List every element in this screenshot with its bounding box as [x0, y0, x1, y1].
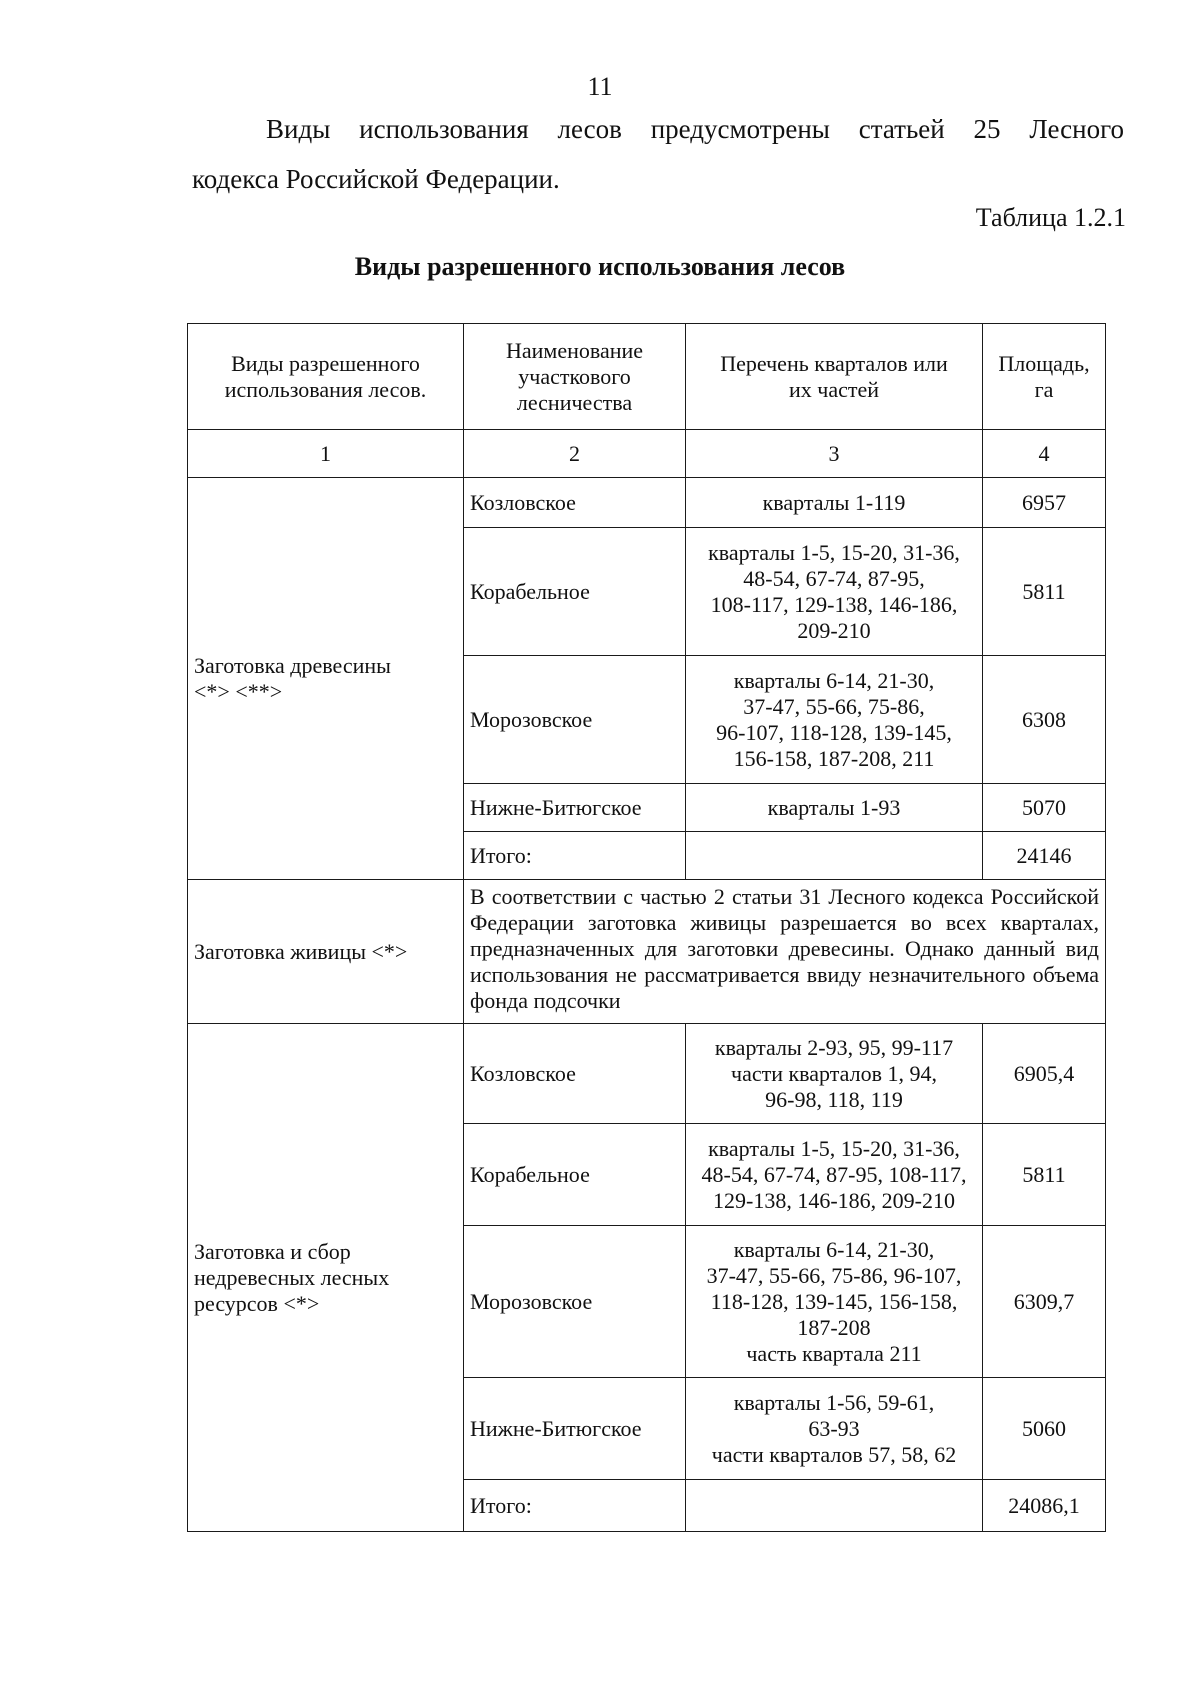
resin-note: В соответствии с частью 2 статьи 31 Лесного кодекса Российской Федерации заготовка живицы разрешается во всех кварталах, предназначенных для заготовки древесины. Однако данный вид использования не рассматривается ввиду незначительного объема фонда подсочки	[464, 880, 1106, 1024]
area-value: 5070	[983, 784, 1106, 832]
forestry-name: Нижне-Битюгское	[464, 784, 686, 832]
intro-paragraph	[192, 104, 1124, 204]
quarters-list: кварталы 1-56, 59-61, 63-93 части кварталов 57, 58, 62	[686, 1378, 983, 1480]
header-area: Площадь, га	[983, 324, 1106, 430]
use-type-resin: Заготовка живицы <*>	[188, 880, 464, 1024]
column-number: 4	[983, 430, 1106, 478]
quarters-list: кварталы 2-93, 95, 99-117 части кварталов 1, 94, 96-98, 118, 119	[686, 1024, 983, 1124]
column-number: 1	[188, 430, 464, 478]
forestry-name: Корабельное	[464, 1124, 686, 1226]
area-value: 6309,7	[983, 1226, 1106, 1378]
table-caption: Таблица 1.2.1	[975, 203, 1126, 232]
quarters-list: кварталы 6-14, 21-30, 37-47, 55-66, 75-86, 96-107, 118-128, 139-145, 156-158, 187-208 часть квартала 211	[686, 1226, 983, 1378]
quarters-list: кварталы 6-14, 21-30, 37-47, 55-66, 75-86, 96-107, 118-128, 139-145, 156-158, 187-208, 211	[686, 656, 983, 784]
header-forestry-name: Наименование участкового лесничества	[464, 324, 686, 430]
quarters-list: кварталы 1-5, 15-20, 31-36, 48-54, 67-74, 87-95, 108-117, 129-138, 146-186, 209-210	[686, 1124, 983, 1226]
header-use-type: Виды разрешенного использования лесов.	[188, 324, 464, 430]
table-row	[188, 1024, 1106, 1124]
area-value: 5811	[983, 528, 1106, 656]
header-quarters-list: Перечень кварталов или их частей	[686, 324, 983, 430]
forestry-name: Нижне-Битюгское	[464, 1378, 686, 1480]
forestry-name: Козловское	[464, 478, 686, 528]
forestry-name: Козловское	[464, 1024, 686, 1124]
forestry-name: Морозовское	[464, 1226, 686, 1378]
area-value: 6957	[983, 478, 1106, 528]
forestry-name: Корабельное	[464, 528, 686, 656]
use-type-non-timber: Заготовка и сбор недревесных лесных ресурсов <*>	[188, 1024, 464, 1532]
quarters-list: кварталы 1-5, 15-20, 31-36, 48-54, 67-74, 87-95, 108-117, 129-138, 146-186, 209-210	[686, 528, 983, 656]
forestry-name: Морозовское	[464, 656, 686, 784]
column-number: 3	[686, 430, 983, 478]
total-label: Итого:	[464, 832, 686, 880]
quarters-list: кварталы 1-93	[686, 784, 983, 832]
total-area: 24146	[983, 832, 1106, 880]
area-value: 5060	[983, 1378, 1106, 1480]
intro-line-1: Виды использования лесов предусмотрены статьей 25 Лесного	[266, 114, 1124, 144]
column-number: 2	[464, 430, 686, 478]
header-row	[188, 324, 1106, 430]
page-number: 11	[587, 72, 613, 101]
total-label: Итого:	[464, 1480, 686, 1532]
area-value: 6308	[983, 656, 1106, 784]
total-area: 24086,1	[983, 1480, 1106, 1532]
table-row	[188, 880, 1106, 1024]
empty-cell	[686, 832, 983, 880]
quarters-list: кварталы 1-119	[686, 478, 983, 528]
use-type-timber: Заготовка древесины <*> <**>	[188, 478, 464, 880]
column-numbers-row	[188, 430, 1106, 478]
table-title: Виды разрешенного использования лесов	[354, 252, 846, 281]
area-value: 5811	[983, 1124, 1106, 1226]
empty-cell	[686, 1480, 983, 1532]
forest-use-table	[187, 323, 1106, 1532]
table-row	[188, 478, 1106, 528]
area-value: 6905,4	[983, 1024, 1106, 1124]
intro-line-2: кодекса Российской Федерации.	[192, 164, 560, 194]
